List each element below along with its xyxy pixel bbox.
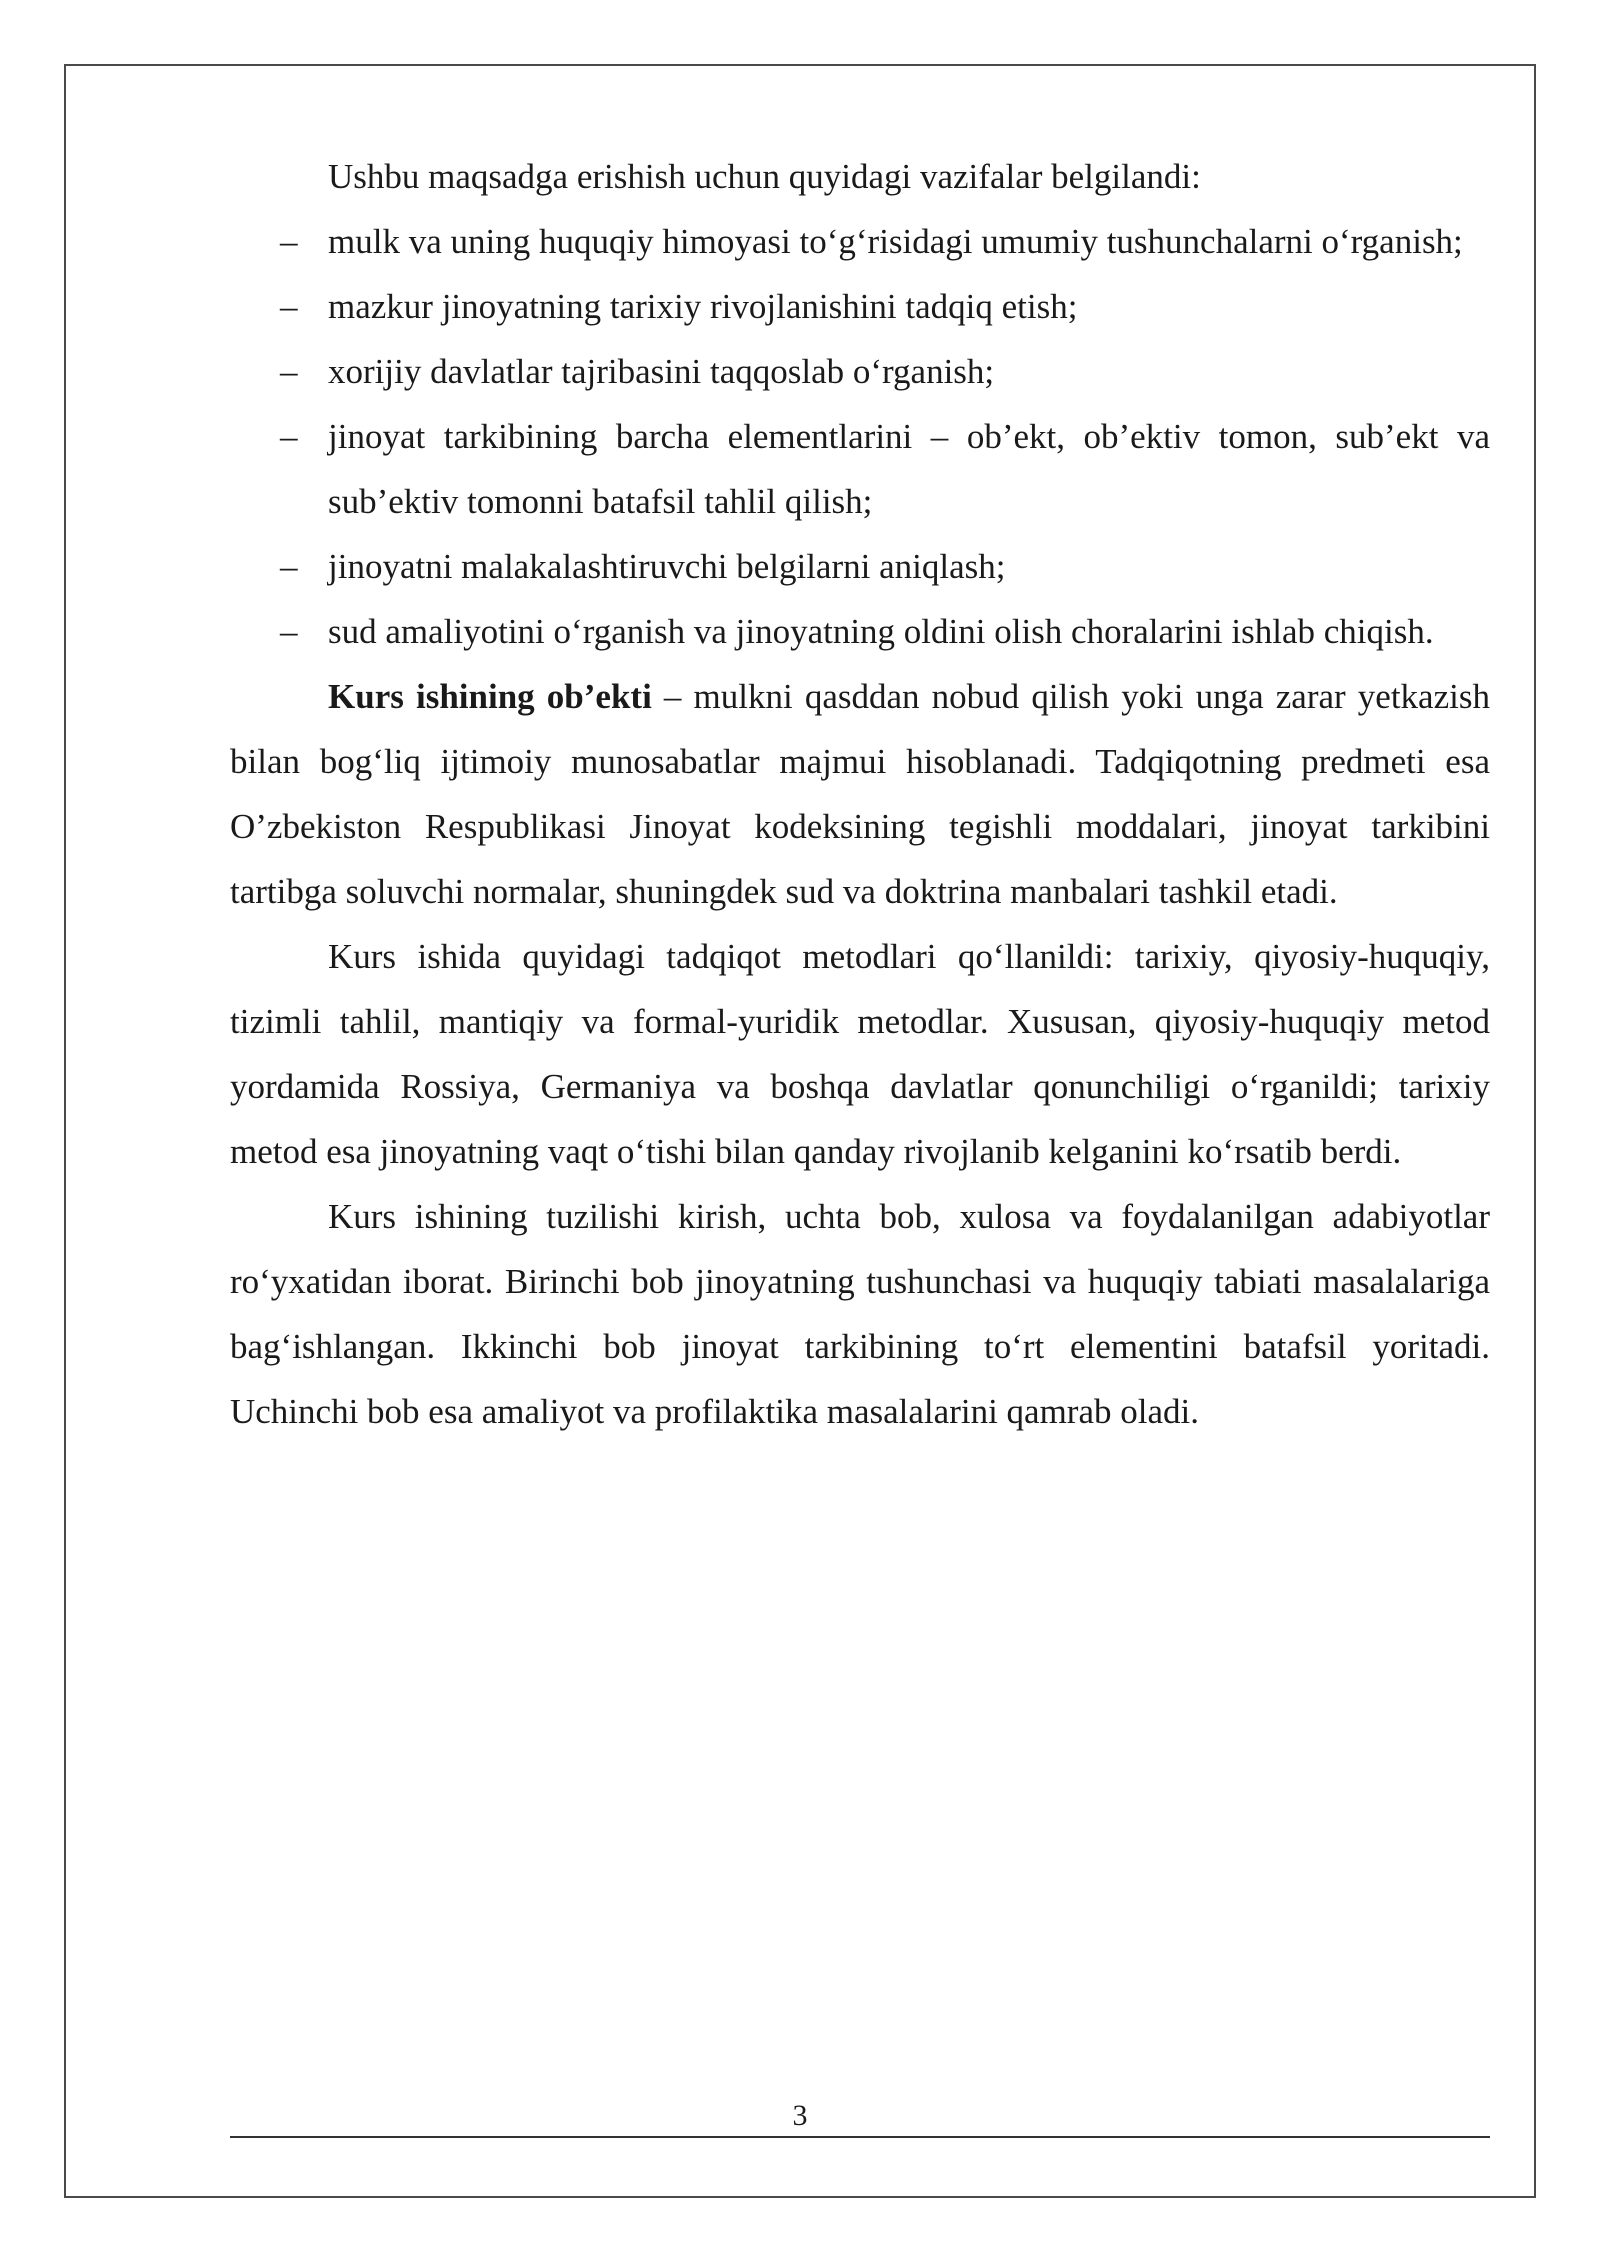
dash-bullet: –	[280, 612, 298, 651]
list-item	[230, 534, 1490, 599]
list-item	[230, 404, 1490, 534]
dash-bullet: –	[280, 222, 298, 261]
list-item-text: sud amaliyotini o‘rganish va jinoyatning oldini olish choralarini ishlab chiqish.	[328, 612, 1434, 651]
dash-bullet: –	[280, 287, 298, 326]
list-item	[230, 274, 1490, 339]
task-list	[230, 209, 1490, 664]
object-text: – mulkni qasddan nobud qilish yoki unga zarar yetkazish bilan bog‘liq ijtimoiy munosabatlar majmui hisoblanadi. Tadqiqotning predmeti esa O’zbekiston Respublikasi Jinoyat kodeksining tegishli moddalari, jinoyat tarkibini tartibga soluvchi normalar, shuningdek sud va doktrina manbalari tashkil etadi.	[230, 677, 1490, 911]
object-term: Kurs ishining ob’ekti	[328, 677, 652, 716]
page-number: 3	[792, 2099, 808, 2132]
footer-rule	[230, 2136, 1490, 2138]
list-item-text: jinoyatni malakalashtiruvchi belgilarni aniqlash;	[328, 547, 1006, 586]
list-item	[230, 339, 1490, 404]
list-item-text: mazkur jinoyatning tarixiy rivojlanishini tadqiq etish;	[328, 287, 1078, 326]
structure-paragraph: Kurs ishining tuzilishi kirish, uchta bob, xulosa va foydalanilgan adabiyotlar ro‘yxatidan iborat. Birinchi bob jinoyatning tushunchasi va huquqiy tabiati masalalariga bag‘ishlangan. Ikkinchi bob jinoyat tarkibining to‘rt elementini batafsil yoritadi. Uchinchi bob esa amaliyot va profilaktika masalalarini qamrab oladi.	[230, 1197, 1490, 1431]
list-item-text: xorijiy davlatlar tajribasini taqqoslab o‘rganish;	[328, 352, 995, 391]
dash-bullet: –	[280, 417, 298, 456]
list-item-text: jinoyat tarkibining barcha elementlarini – ob’ekt, ob’ektiv tomon, sub’ekt va sub’ektiv tomonni batafsil tahlil qilish;	[328, 417, 1490, 521]
object-paragraph	[230, 664, 1490, 924]
dash-bullet: –	[280, 547, 298, 586]
document-body	[230, 144, 1490, 1444]
list-item-text: mulk va uning huquqiy himoyasi to‘g‘risidagi umumiy tushunchalarni o‘rganish;	[328, 222, 1463, 261]
intro-paragraph: Ushbu maqsadga erishish uchun quyidagi vazifalar belgilandi:	[328, 157, 1201, 196]
methods-paragraph: Kurs ishida quyidagi tadqiqot metodlari qo‘llanildi: tarixiy, qiyosiy-huquqiy, tizimli tahlil, mantiqiy va formal-yuridik metodlar. Xususan, qiyosiy-huquqiy metod yordamida Rossiya, Germaniya va boshqa davlatlar qonunchiligi o‘rganildi; tarixiy metod esa jinoyatning vaqt o‘tishi bilan qanday rivojlanib kelganini ko‘rsatib berdi.	[230, 937, 1490, 1171]
dash-bullet: –	[280, 352, 298, 391]
list-item	[230, 599, 1490, 664]
list-item	[230, 209, 1490, 274]
